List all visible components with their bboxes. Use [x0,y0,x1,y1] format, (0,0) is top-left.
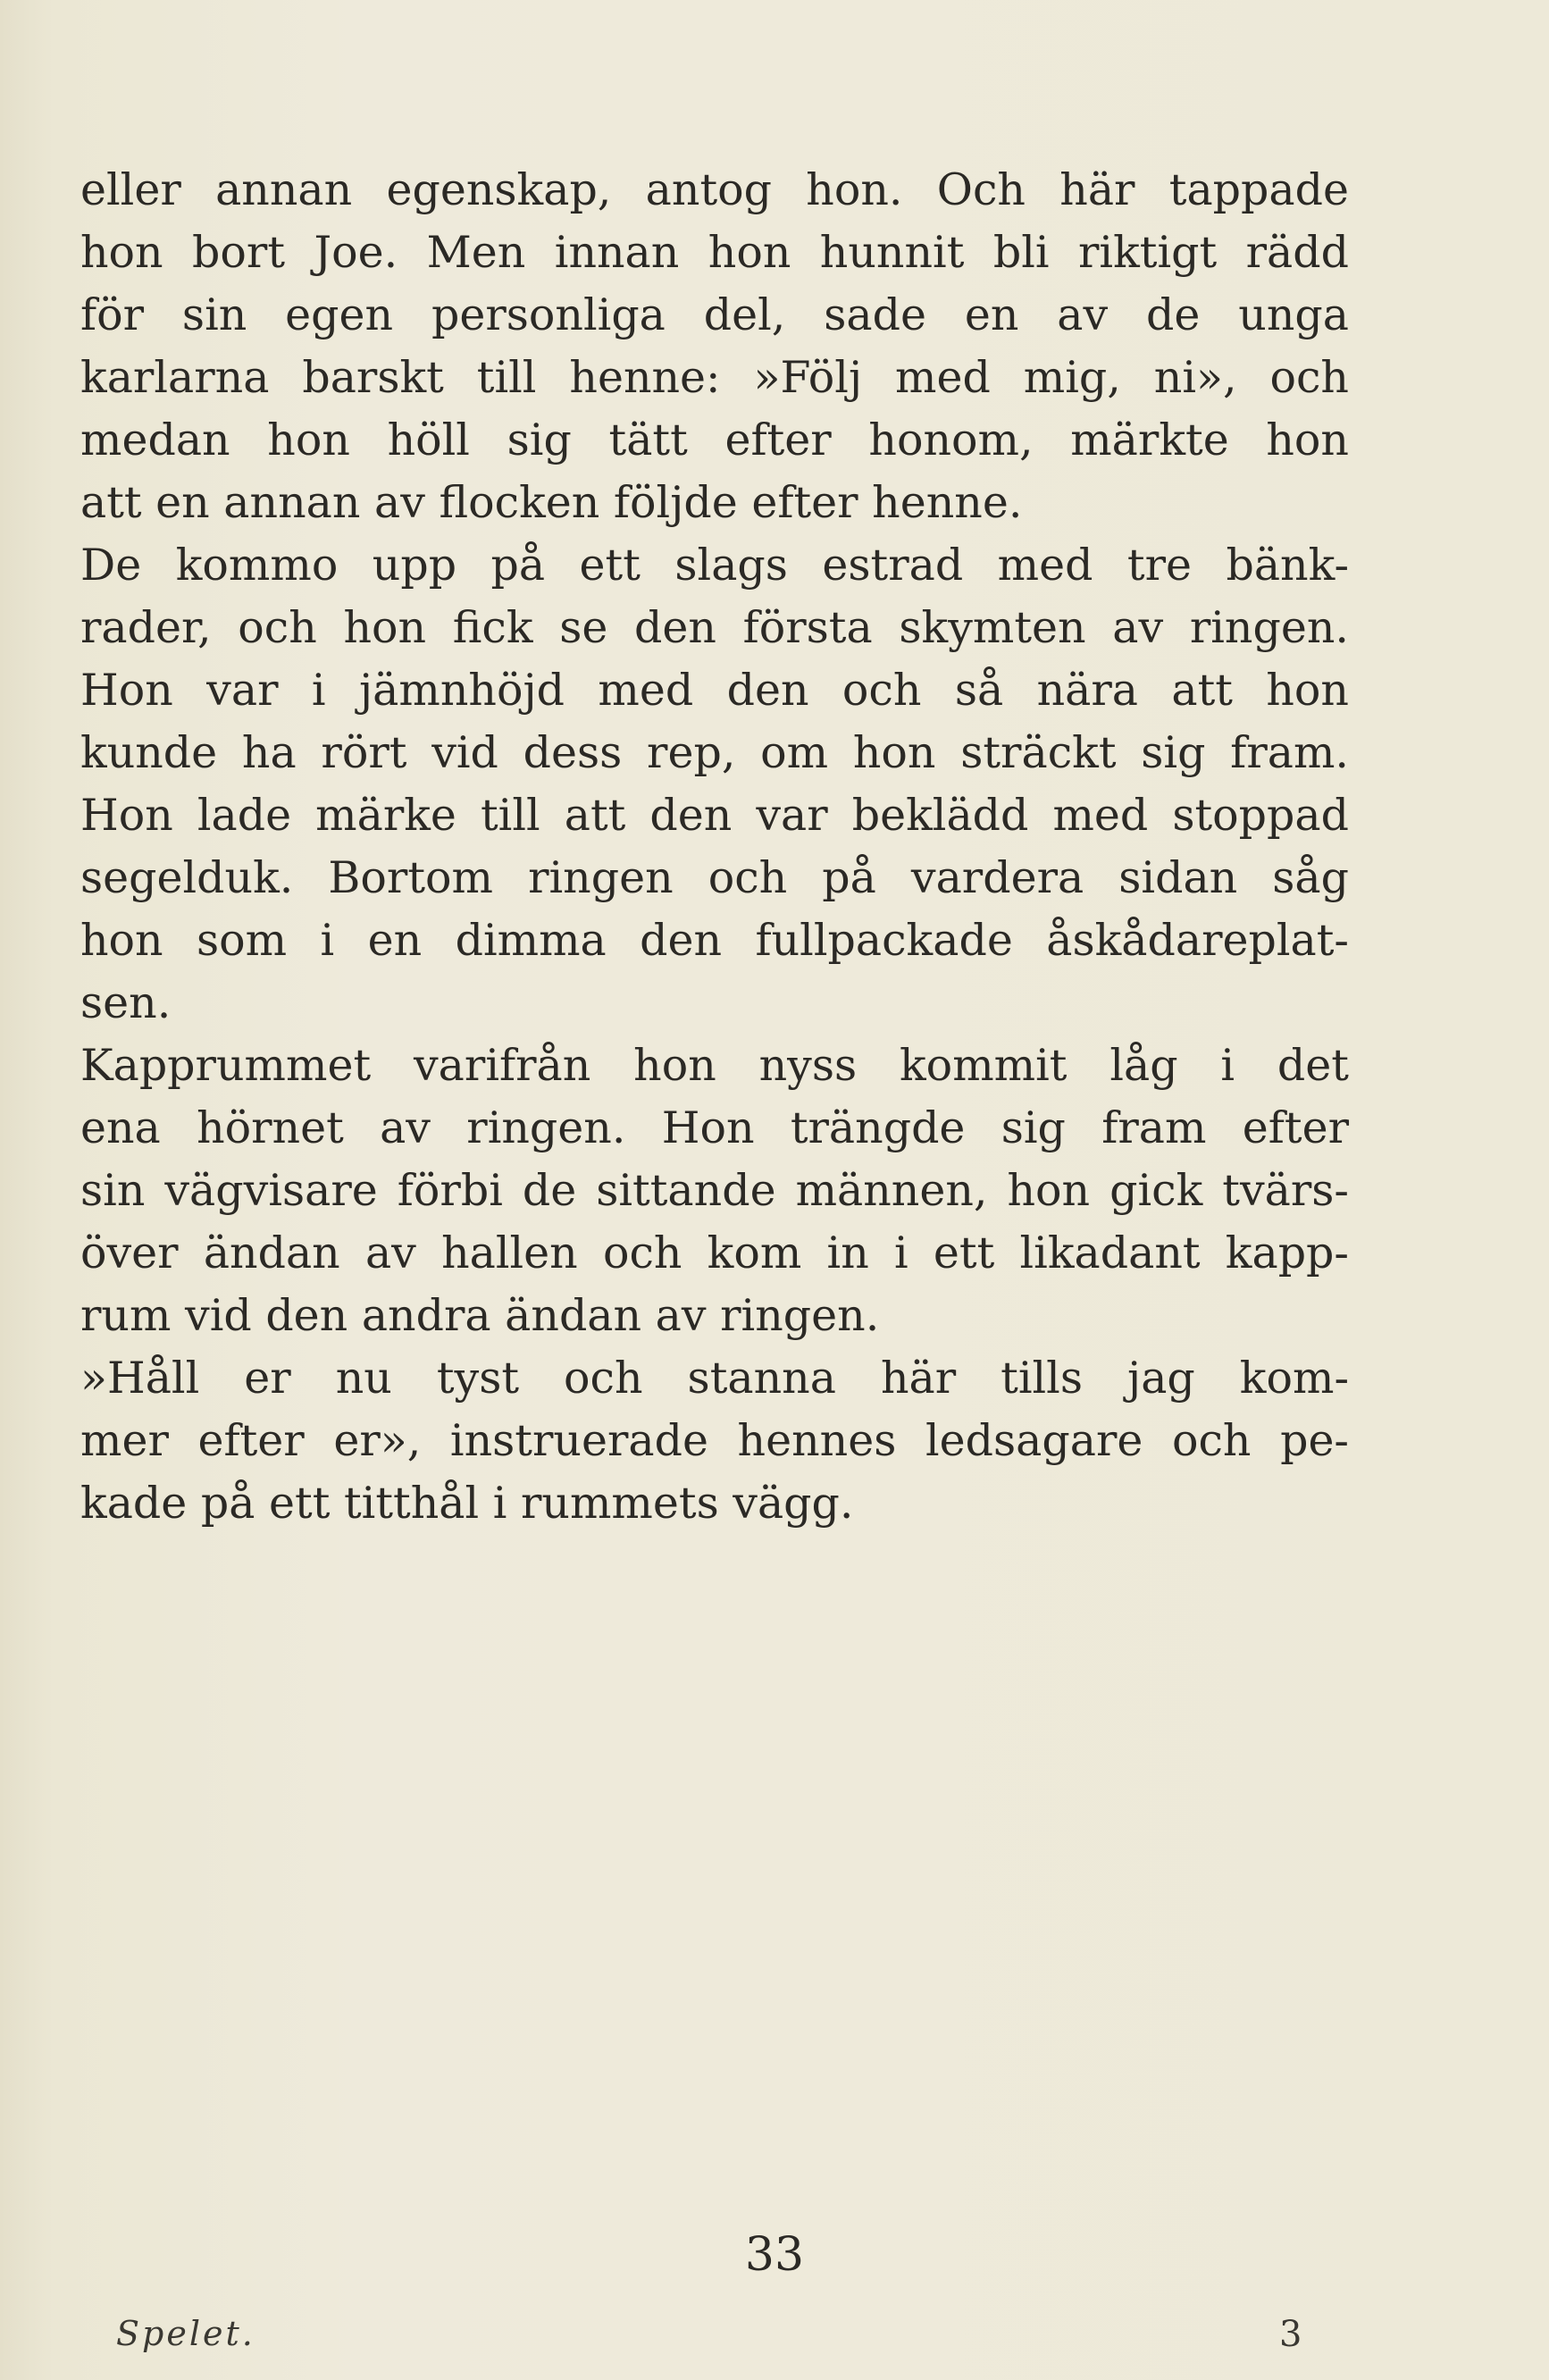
text-line: De kommo upp på ett slags estrad med tre bänk- [80,540,1349,591]
text-line: över ändan av hallen och kom in i ett likadant kapp- [80,1228,1349,1278]
text-line: segelduk. Bortom ringen och på vardera sidan såg [80,852,1349,903]
text-line: att en annan av flocken följde efter henne. [80,477,1023,528]
text-line: Hon lade märke till att den var beklädd med stoppad [80,790,1349,841]
text-line: medan hon höll sig tätt efter honom, märkte hon [80,415,1349,465]
text-line: för sin egen personliga del, sade en av de unga [80,289,1349,340]
text-line: »Håll er nu tyst och stanna här tills jag kom- [80,1353,1349,1404]
text-line: eller annan egenskap, antog hon. Och här tappade [80,164,1349,215]
text-line: sin vägvisare förbi de sittande männen, hon gick tvärs- [80,1165,1349,1216]
text-line: rader, och hon fick se den första skymten av ringen. [80,602,1349,653]
text-line: sen. [80,977,172,1028]
text-line: hon som i en dimma den fullpackade åskådareplat- [80,915,1349,966]
text-line: mer efter er», instruerade hennes ledsagare och pe- [80,1415,1349,1466]
text-line: karlarna barskt till henne: »Följ med mig, ni», och [80,352,1349,403]
text-line: Kapprummet varifrån hon nyss kommit låg i det [80,1040,1349,1091]
text-line: ena hörnet av ringen. Hon trängde sig fram efter [80,1102,1349,1153]
text-line: kade på ett titthål i rummets vägg. [80,1478,854,1529]
signature-title: Spelet. [116,2314,255,2353]
text-line: Hon var i jämnhöjd med den och så nära att hon [80,665,1349,716]
page-number: 33 [744,2228,805,2282]
text-line: hon bort Joe. Men innan hon hunnit bli riktigt rädd [80,227,1349,278]
body-text [80,159,1349,1535]
text-line: rum vid den andra ändan av ringen. [80,1290,880,1341]
text-line: kunde ha rört vid dess rep, om hon sträckt sig fram. [80,727,1349,778]
signature-number: 3 [1279,2314,1302,2355]
